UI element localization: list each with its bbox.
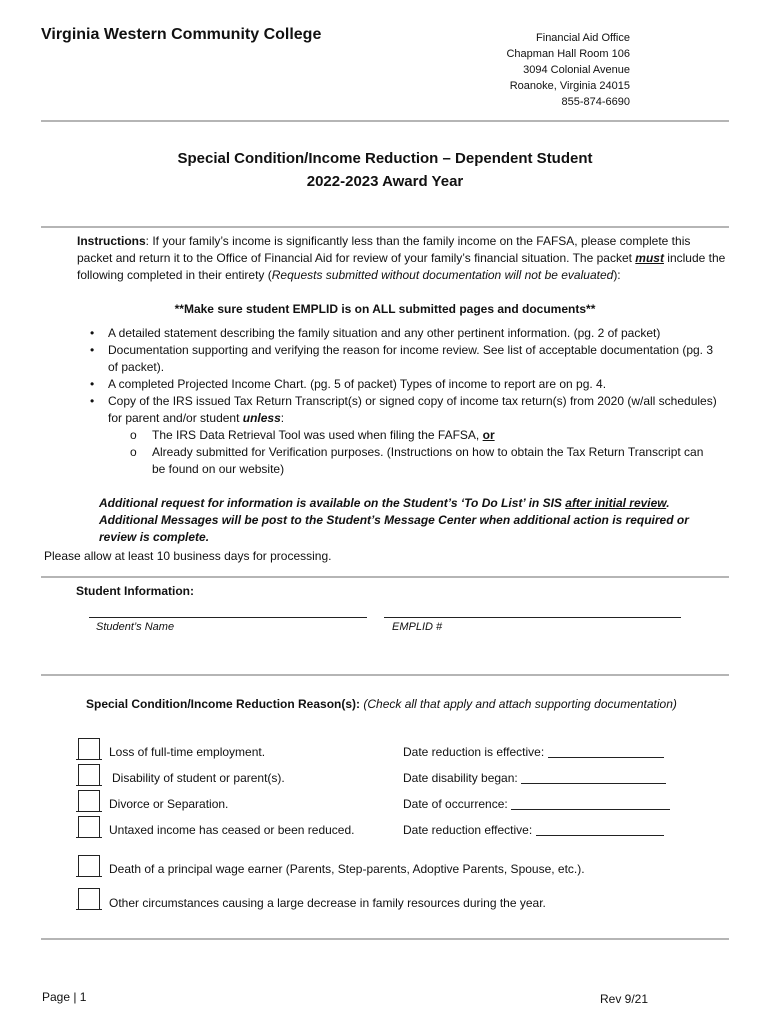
must-emphasis: must: [635, 251, 664, 265]
list-item: • A detailed statement describing the family situation and any other pertinent information. (pg. 2 of packet): [90, 325, 720, 342]
emplid-field[interactable]: [384, 617, 681, 618]
date-input[interactable]: [521, 783, 666, 784]
date-field: Date of occurrence:: [403, 797, 670, 811]
checkbox-underline: [76, 811, 102, 812]
checkbox-underline: [76, 759, 102, 760]
student-info-label: Student Information:: [76, 584, 194, 598]
reason-label: Divorce or Separation.: [109, 797, 229, 811]
list-item: • A completed Projected Income Chart. (pg. 5 of packet) Types of income to report are on pg. 4.: [90, 376, 720, 393]
processing-note: Please allow at least 10 business days for processing.: [44, 549, 332, 563]
sub-list-item: o Already submitted for Verification purposes. (Instructions on how to obtain the Tax Return Transcript can be found on our website): [108, 444, 720, 478]
date-input[interactable]: [548, 757, 664, 758]
date-input[interactable]: [511, 809, 670, 810]
checkbox-underline: [76, 837, 102, 838]
college-name: Virginia Western Community College: [41, 26, 322, 43]
office-line: Financial Aid Office: [536, 32, 630, 44]
checkbox-underline: [76, 876, 102, 877]
emplid-caption: EMPLID #: [392, 621, 443, 633]
reason-label: Loss of full-time employment.: [109, 745, 266, 759]
divorce-checkbox[interactable]: [78, 790, 100, 811]
divider: [41, 938, 729, 940]
instructions-label: Instructions: [77, 234, 146, 248]
reason-label: Disability of student or parent(s).: [112, 771, 285, 785]
reasons-heading: Special Condition/Income Reduction Reason(s): (Check all that apply and attach supporting documentation): [86, 697, 677, 711]
date-input[interactable]: [536, 835, 664, 836]
checkbox-underline: [76, 785, 102, 786]
date-field: Date reduction effective:: [403, 823, 664, 837]
untaxed-income-checkbox[interactable]: [78, 816, 100, 837]
emplid-note: **Make sure student EMPLID is on ALL submitted pages and documents**: [174, 302, 596, 316]
checkbox-underline: [76, 909, 102, 910]
divider: [41, 120, 729, 122]
page-number: Page | 1: [42, 990, 87, 1004]
divider: [41, 674, 729, 676]
instructions: Instructions: If your family’s income is significantly less than the family income on the FAFSA, please complete this packet and return it to the Office of Financial Aid for review of your family’s financial situation. The packet must include the following completed in their entirety (Requests submitted without documentation will not be evaluated):: [77, 234, 726, 282]
list-item: • Documentation supporting and verifying the reason for income review. See list of acceptable documentation (pg. 3 of packet).: [90, 342, 720, 376]
office-line: 3094 Colonial Avenue: [523, 64, 630, 76]
death-wage-earner-checkbox[interactable]: [78, 855, 100, 876]
other-circumstances-checkbox[interactable]: [78, 888, 100, 909]
office-line: Chapman Hall Room 106: [506, 48, 630, 60]
student-name-caption: Student’s Name: [96, 621, 175, 633]
reason-label: Other circumstances causing a large decrease in family resources during the year.: [109, 896, 546, 910]
office-line: Roanoke, Virginia 24015: [509, 80, 630, 92]
student-name-field[interactable]: [89, 617, 367, 618]
divider: [41, 576, 729, 578]
date-field: Date reduction is effective:: [403, 745, 664, 759]
requirements-list: [90, 325, 720, 478]
loss-employment-checkbox[interactable]: [78, 738, 100, 759]
form-title: Special Condition/Income Reduction – Dependent Student: [177, 150, 593, 167]
revision: Rev 9/21: [600, 992, 649, 1006]
award-year: 2022-2023 Award Year: [306, 173, 464, 190]
additional-info: Additional request for information is available on the Student’s ‘To Do List’ in SIS after initial review. Additional Messages will be post to the Student’s Message Center when additional action is required or review is complete.: [99, 496, 689, 544]
sub-list-item: o The IRS Data Retrieval Tool was used when filing the FAFSA, or: [108, 427, 720, 444]
disability-checkbox[interactable]: [78, 764, 100, 785]
divider: [41, 226, 729, 228]
reason-label: Untaxed income has ceased or been reduced.: [109, 823, 355, 837]
date-field: Date disability began:: [403, 771, 666, 785]
office-address: [506, 30, 630, 110]
office-phone: 855-874-6690: [561, 96, 630, 108]
list-item: • Copy of the IRS issued Tax Return Transcript(s) or signed copy of income tax return(s) from 2020 (w/all schedules) for parent and/or student unless: o The IRS Data Retrieval Tool was used when filing the FAFSA, or o Already submitted for Verification purposes. (Instructions on how to obtain the Tax Return Transcript can be found on our website): [90, 393, 720, 478]
reason-label: Death of a principal wage earner (Parents, Step-parents, Adoptive Parents, Spouse, etc.).: [109, 862, 585, 876]
